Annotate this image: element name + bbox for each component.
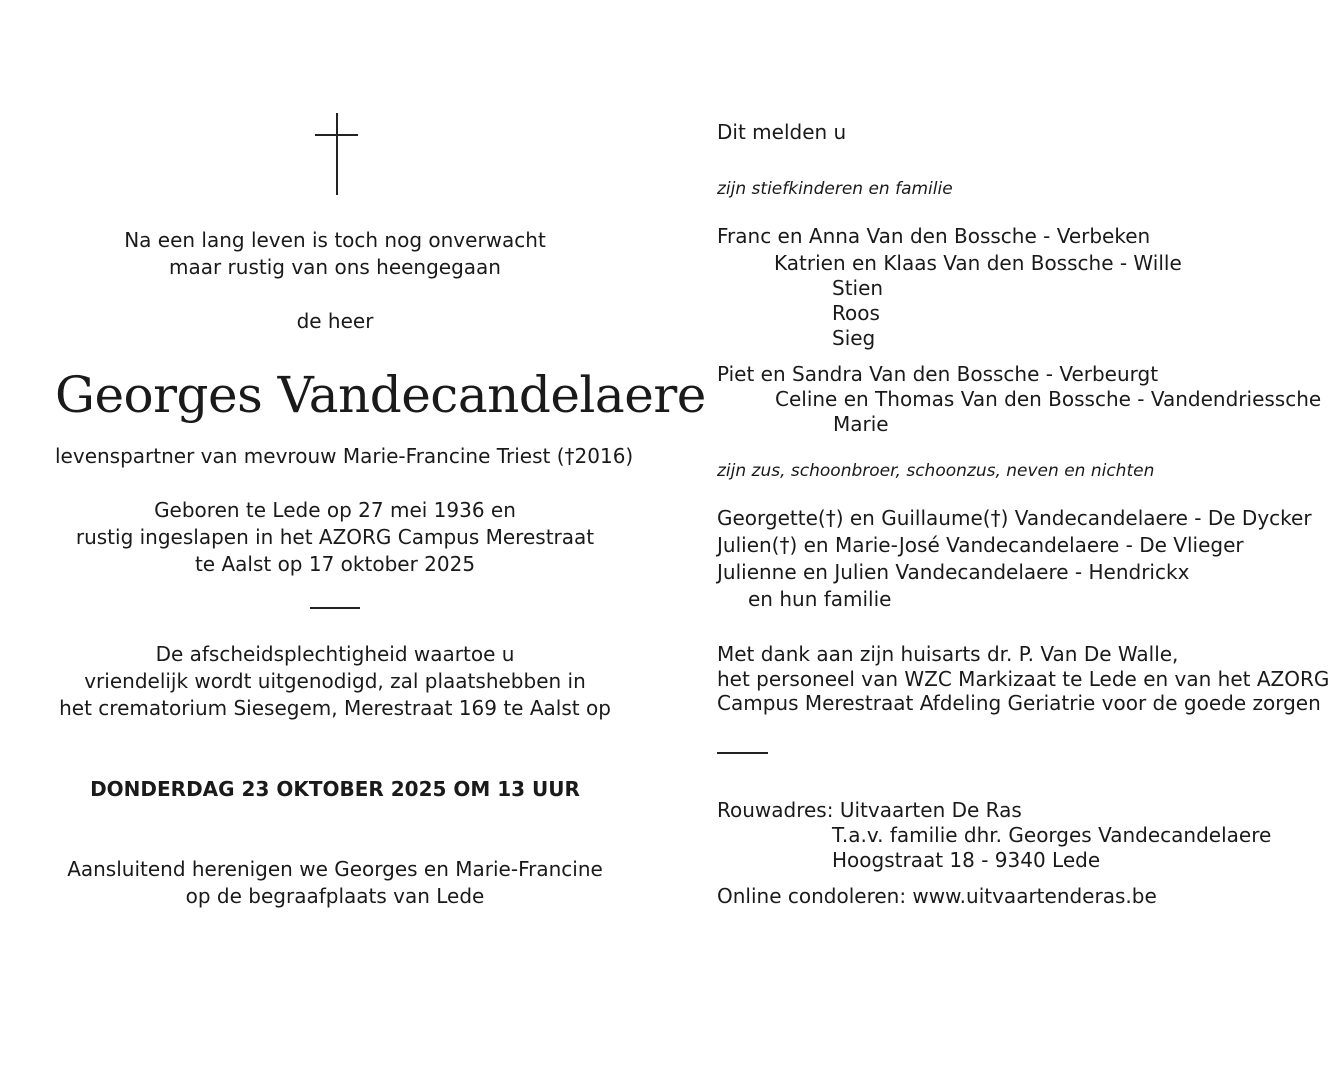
group1-heading: zijn stiefkinderen en familie: [717, 179, 953, 199]
address-line-3: Hoogstraat 18 - 9340 Lede: [832, 848, 1101, 872]
divider-right: [717, 752, 768, 754]
divider-left: [310, 607, 360, 609]
invite-line-2: vriendelijk wordt uitgenodigd, zal plaatshebben in: [84, 669, 586, 693]
after-line-2: op de begraafplaats van Lede: [185, 884, 485, 908]
group3-heading: zijn zus, schoonbroer, schoonzus, neven en nichten: [717, 461, 1155, 481]
intro-line-1: Na een lang leven is toch nog onverwacht: [124, 228, 546, 252]
family-member: Marie: [833, 412, 889, 436]
family-member: Stien: [832, 276, 884, 300]
family-member: Piet en Sandra Van den Bossche - Verbeurgt: [717, 362, 1159, 386]
born-line-2: rustig ingeslapen in het AZORG Campus Merestraat: [75, 525, 595, 549]
invite-line-1: De afscheidsplechtigheid waartoe u: [155, 642, 515, 666]
ceremony-date: DONDERDAG 23 OKTOBER 2025 OM 13 UUR: [90, 777, 580, 801]
family-member: Sieg: [832, 326, 876, 350]
family-member: Julienne en Julien Vandecandelaere - Hendrickx: [717, 560, 1190, 584]
family-member: Georgette(†) en Guillaume(†) Vandecandelaere - De Dycker: [717, 506, 1312, 530]
family-member: Franc en Anna Van den Bossche - Verbeken: [717, 224, 1151, 248]
deceased-name: Georges Vandecandelaere: [55, 366, 706, 424]
thanks-line-3: Campus Merestraat Afdeling Geriatrie voor de goede zorgen: [717, 691, 1321, 715]
title-line: de heer: [296, 309, 374, 333]
family-member: Roos: [832, 301, 880, 325]
thanks-line-2: het personeel van WZC Markizaat te Lede en van het AZORG: [717, 667, 1330, 691]
address-label: Rouwadres: Uitvaarten De Ras: [717, 798, 1022, 822]
born-line-1: Geboren te Lede op 27 mei 1936 en: [154, 498, 516, 522]
invite-line-3: het crematorium Siesegem, Merestraat 169 te Aalst op: [59, 696, 611, 720]
family-member: Julien(†) en Marie-José Vandecandelaere - De Vlieger: [717, 533, 1244, 557]
family-member: Katrien en Klaas Van den Bossche - Wille: [774, 251, 1182, 275]
online-condolence: Online condoleren: www.uitvaartenderas.be: [717, 884, 1157, 908]
partner-line: levenspartner van mevrouw Marie-Francine Triest (†2016): [55, 444, 634, 468]
intro-line-2: maar rustig van ons heengegaan: [168, 255, 501, 279]
family-member: Celine en Thomas Van den Bossche - Vandendriessche: [775, 387, 1322, 411]
address-line-2: T.a.v. familie dhr. Georges Vandecandelaere: [832, 823, 1272, 847]
family-member: en hun familie: [748, 587, 892, 611]
thanks-line-1: Met dank aan zijn huisarts dr. P. Van De Walle,: [717, 642, 1179, 666]
after-line-1: Aansluitend herenigen we Georges en Marie-Francine: [67, 857, 603, 881]
announce-line: Dit melden u: [717, 120, 847, 144]
born-line-3: te Aalst op 17 oktober 2025: [194, 552, 476, 576]
